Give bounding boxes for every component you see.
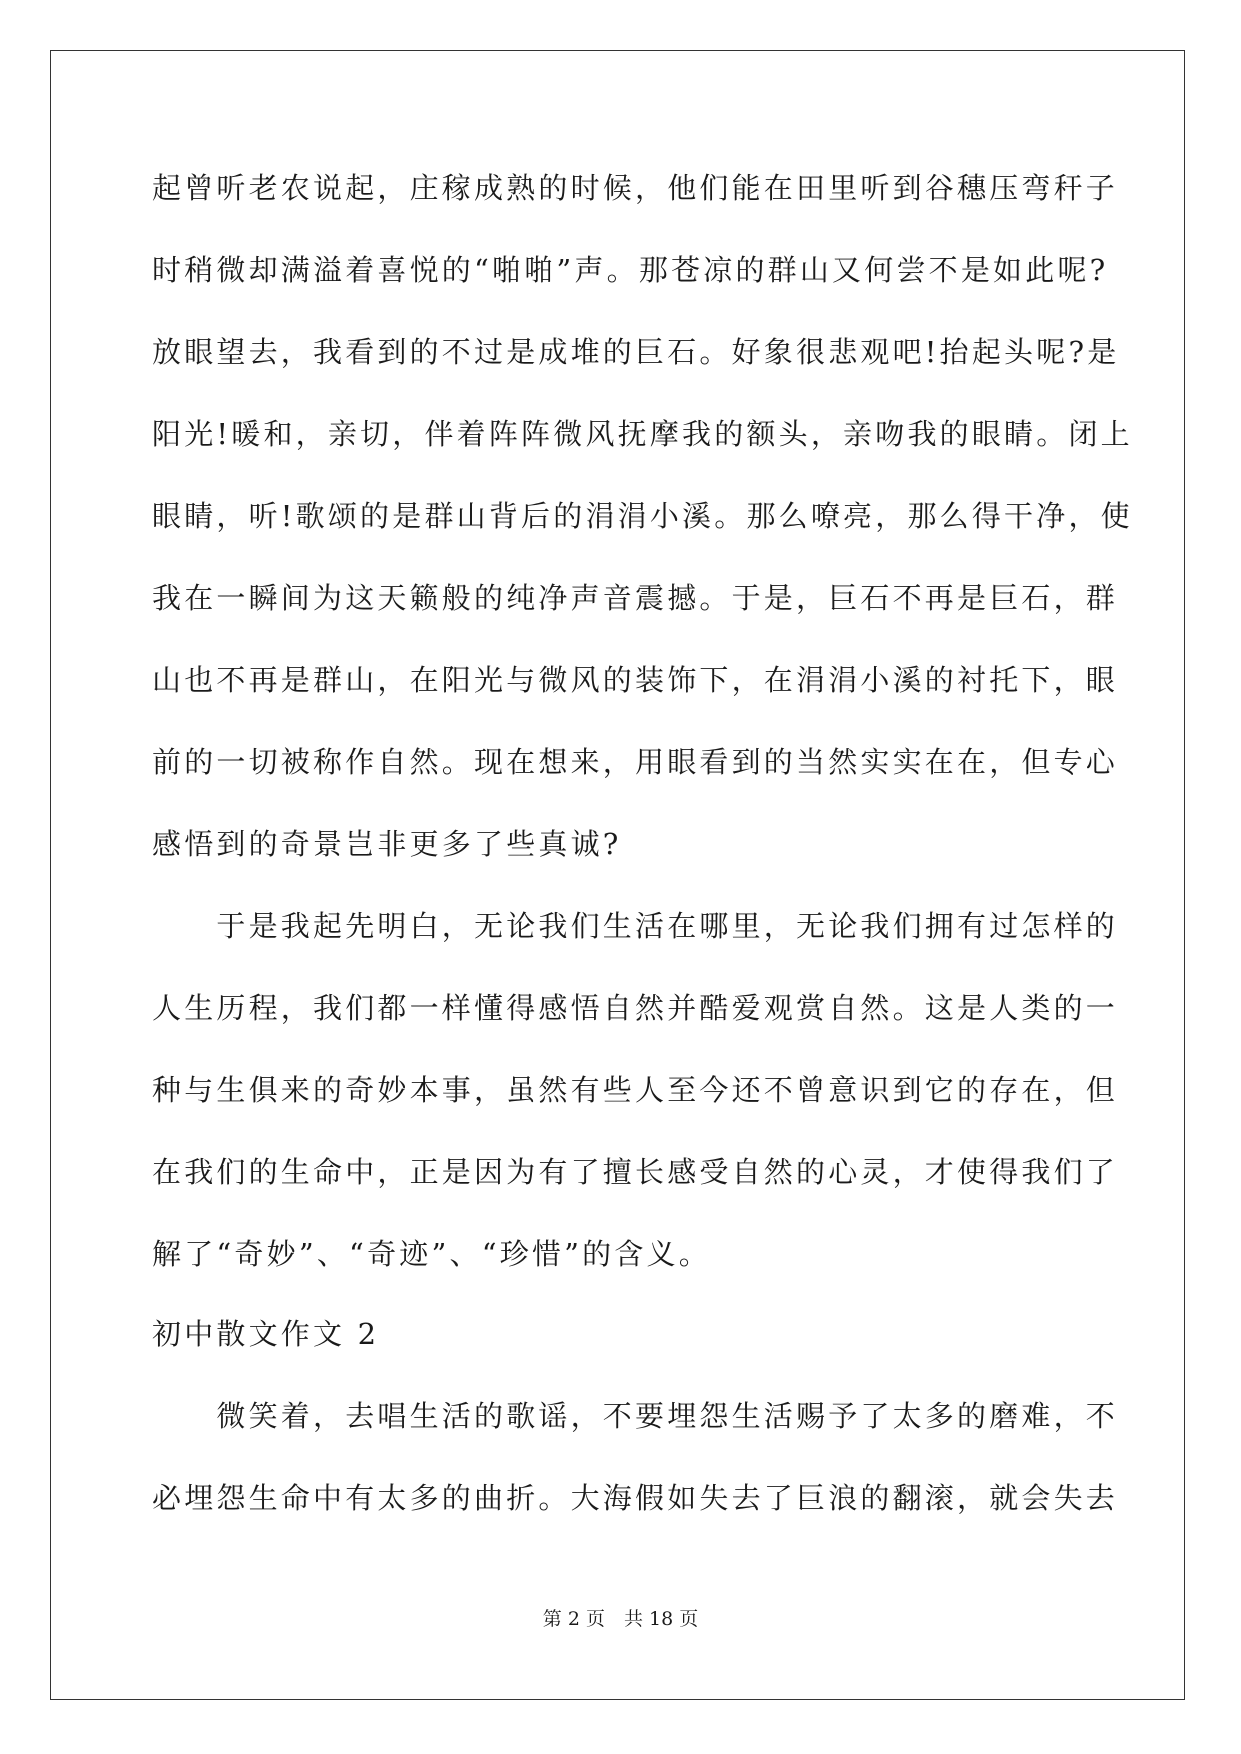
text-line: 在我们的生命中，正是因为有了擅长感受自然的心灵，才使得我们了 [152, 1155, 1119, 1189]
page-number-footer: 第 2 页 共 18 页 [542, 1608, 699, 1630]
text-line: 眼睛，听!歌颂的是群山背后的涓涓小溪。那么嘹亮，那么得干净，使 [152, 499, 1133, 533]
text-line: 解了“奇妙”、“奇迹”、“珍惜”的含义。 [152, 1237, 711, 1271]
text-line: 人生历程，我们都一样懂得感悟自然并酷爱观赏自然。这是人类的一 [152, 991, 1119, 1025]
text-line: 放眼望去，我看到的不过是成堆的巨石。好象很悲观吧!抬起头呢?是 [152, 335, 1120, 369]
text-line: 微笑着，去唱生活的歌谣，不要埋怨生活赐予了太多的磨难，不 [152, 1399, 1119, 1433]
text-line: 起曾听老农说起，庄稼成熟的时候，他们能在田里听到谷穗压弯秆子 [152, 171, 1119, 205]
text-line: 时稍微却满溢着喜悦的“啪啪”声。那苍凉的群山又何尝不是如此呢? [152, 253, 1109, 287]
text-line: 于是我起先明白，无论我们生活在哪里，无论我们拥有过怎样的 [152, 909, 1119, 943]
page-border [50, 50, 1185, 1700]
text-line: 前的一切被称作自然。现在想来，用眼看到的当然实实在在，但专心 [152, 745, 1119, 779]
text-line: 必埋怨生命中有太多的曲折。大海假如失去了巨浪的翻滚，就会失去 [152, 1481, 1119, 1515]
text-line: 阳光!暖和，亲切，伴着阵阵微风抚摩我的额头，亲吻我的眼睛。闭上 [152, 417, 1133, 451]
text-line: 我在一瞬间为这天籁般的纯净声音震撼。于是，巨石不再是巨石，群 [152, 581, 1119, 615]
section-title: 初中散文作文 2 [152, 1317, 380, 1351]
text-line: 山也不再是群山，在阳光与微风的装饰下，在涓涓小溪的衬托下，眼 [152, 663, 1119, 697]
text-line: 种与生俱来的奇妙本事，虽然有些人至今还不曾意识到它的存在，但 [152, 1073, 1119, 1107]
text-line: 感悟到的奇景岂非更多了些真诚? [152, 827, 622, 861]
